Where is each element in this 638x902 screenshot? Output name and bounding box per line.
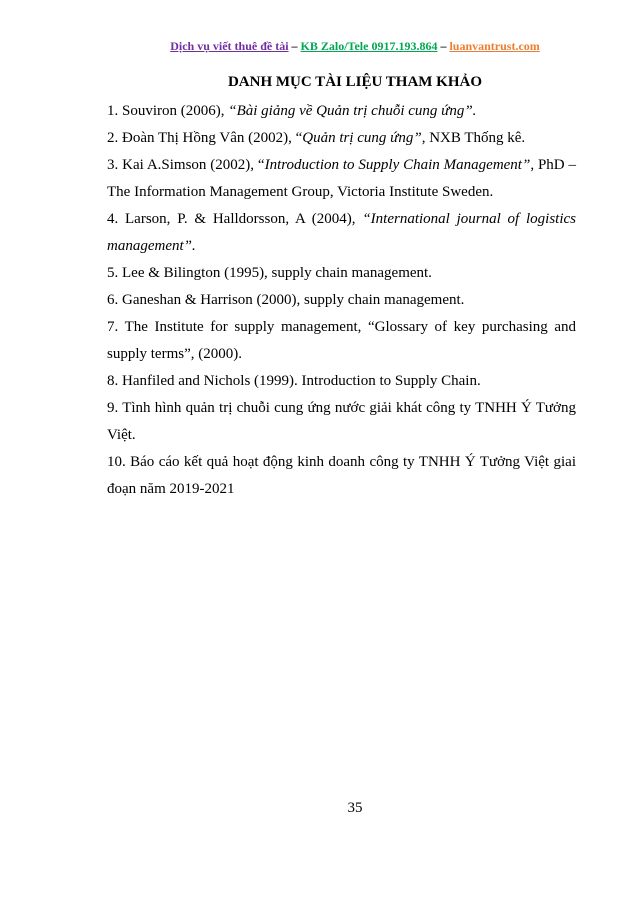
reference-item: [107, 368, 576, 395]
reference-text: , NXB Thống kê.: [421, 130, 526, 146]
reference-text: Larson, P. & Halldorsson, A (2004),: [118, 211, 363, 227]
reference-item: [107, 449, 576, 503]
reference-number: 9.: [107, 400, 119, 416]
header-service-link[interactable]: Dịch vụ viết thuê đề tài: [170, 39, 289, 53]
reference-text: Tình hình quản trị chuỗi cung ứng nước giải khát công ty TNHH Ý Tưởng Việt.: [107, 400, 576, 443]
page-number: 35: [347, 800, 363, 816]
reference-item: [107, 260, 576, 287]
reference-text: The Institute for supply management, “Glossary of key purchasing and supply terms”, (2000).: [107, 319, 576, 362]
reference-italic-text: “International journal of logistics management”.: [107, 211, 576, 254]
reference-text: Đoàn Thị Hồng Vân (2002), “: [118, 130, 303, 146]
reference-number: 5.: [107, 265, 119, 281]
header-site-link[interactable]: luanvantrust.com: [449, 39, 540, 53]
reference-number: 3.: [107, 157, 119, 173]
reference-item: [107, 206, 576, 260]
reference-number: 1.: [107, 103, 119, 119]
reference-text: , PhD – The Information Management Group, Victoria Institute Sweden.: [107, 157, 576, 200]
reference-item: [107, 152, 576, 206]
reference-italic-text: “Bài giảng về Quản trị chuỗi cung ứng”.: [228, 103, 477, 119]
reference-number: 7.: [107, 319, 119, 335]
header-separator: –: [291, 39, 298, 53]
reference-number: 8.: [107, 373, 119, 389]
reference-text: Kai A.Simson (2002), “: [118, 157, 265, 173]
reference-number: 6.: [107, 292, 119, 308]
reference-number: 4.: [107, 211, 119, 227]
reference-list: [107, 98, 576, 503]
page-header: [0, 39, 638, 54]
header-contact-link[interactable]: KB Zalo/Tele 0917.193.864: [300, 39, 438, 53]
reference-number: 2.: [107, 130, 119, 146]
reference-item: [107, 314, 576, 368]
reference-item: [107, 395, 576, 449]
reference-number: 10.: [107, 454, 126, 470]
reference-italic-text: Introduction to Supply Chain Management”: [264, 157, 531, 173]
reference-item: [107, 287, 576, 314]
reference-item: [107, 125, 576, 152]
header-separator: –: [440, 39, 447, 53]
reference-text: Hanfiled and Nichols (1999). Introduction to Supply Chain.: [118, 373, 481, 389]
reference-text: Souviron (2006),: [118, 103, 229, 119]
reference-italic-text: Quản trị cung ứng”: [302, 130, 422, 146]
reference-item: [107, 98, 576, 125]
reference-text: Ganeshan & Harrison (2000), supply chain management.: [118, 292, 465, 308]
reference-text: Lee & Bilington (1995), supply chain management.: [118, 265, 432, 281]
reference-text: Báo cáo kết quả hoạt động kinh doanh công ty TNHH Ý Tưởng Việt giai đoạn năm 2019-2021: [107, 454, 576, 497]
page-title: DANH MỤC TÀI LIỆU THAM KHẢO: [227, 74, 483, 90]
